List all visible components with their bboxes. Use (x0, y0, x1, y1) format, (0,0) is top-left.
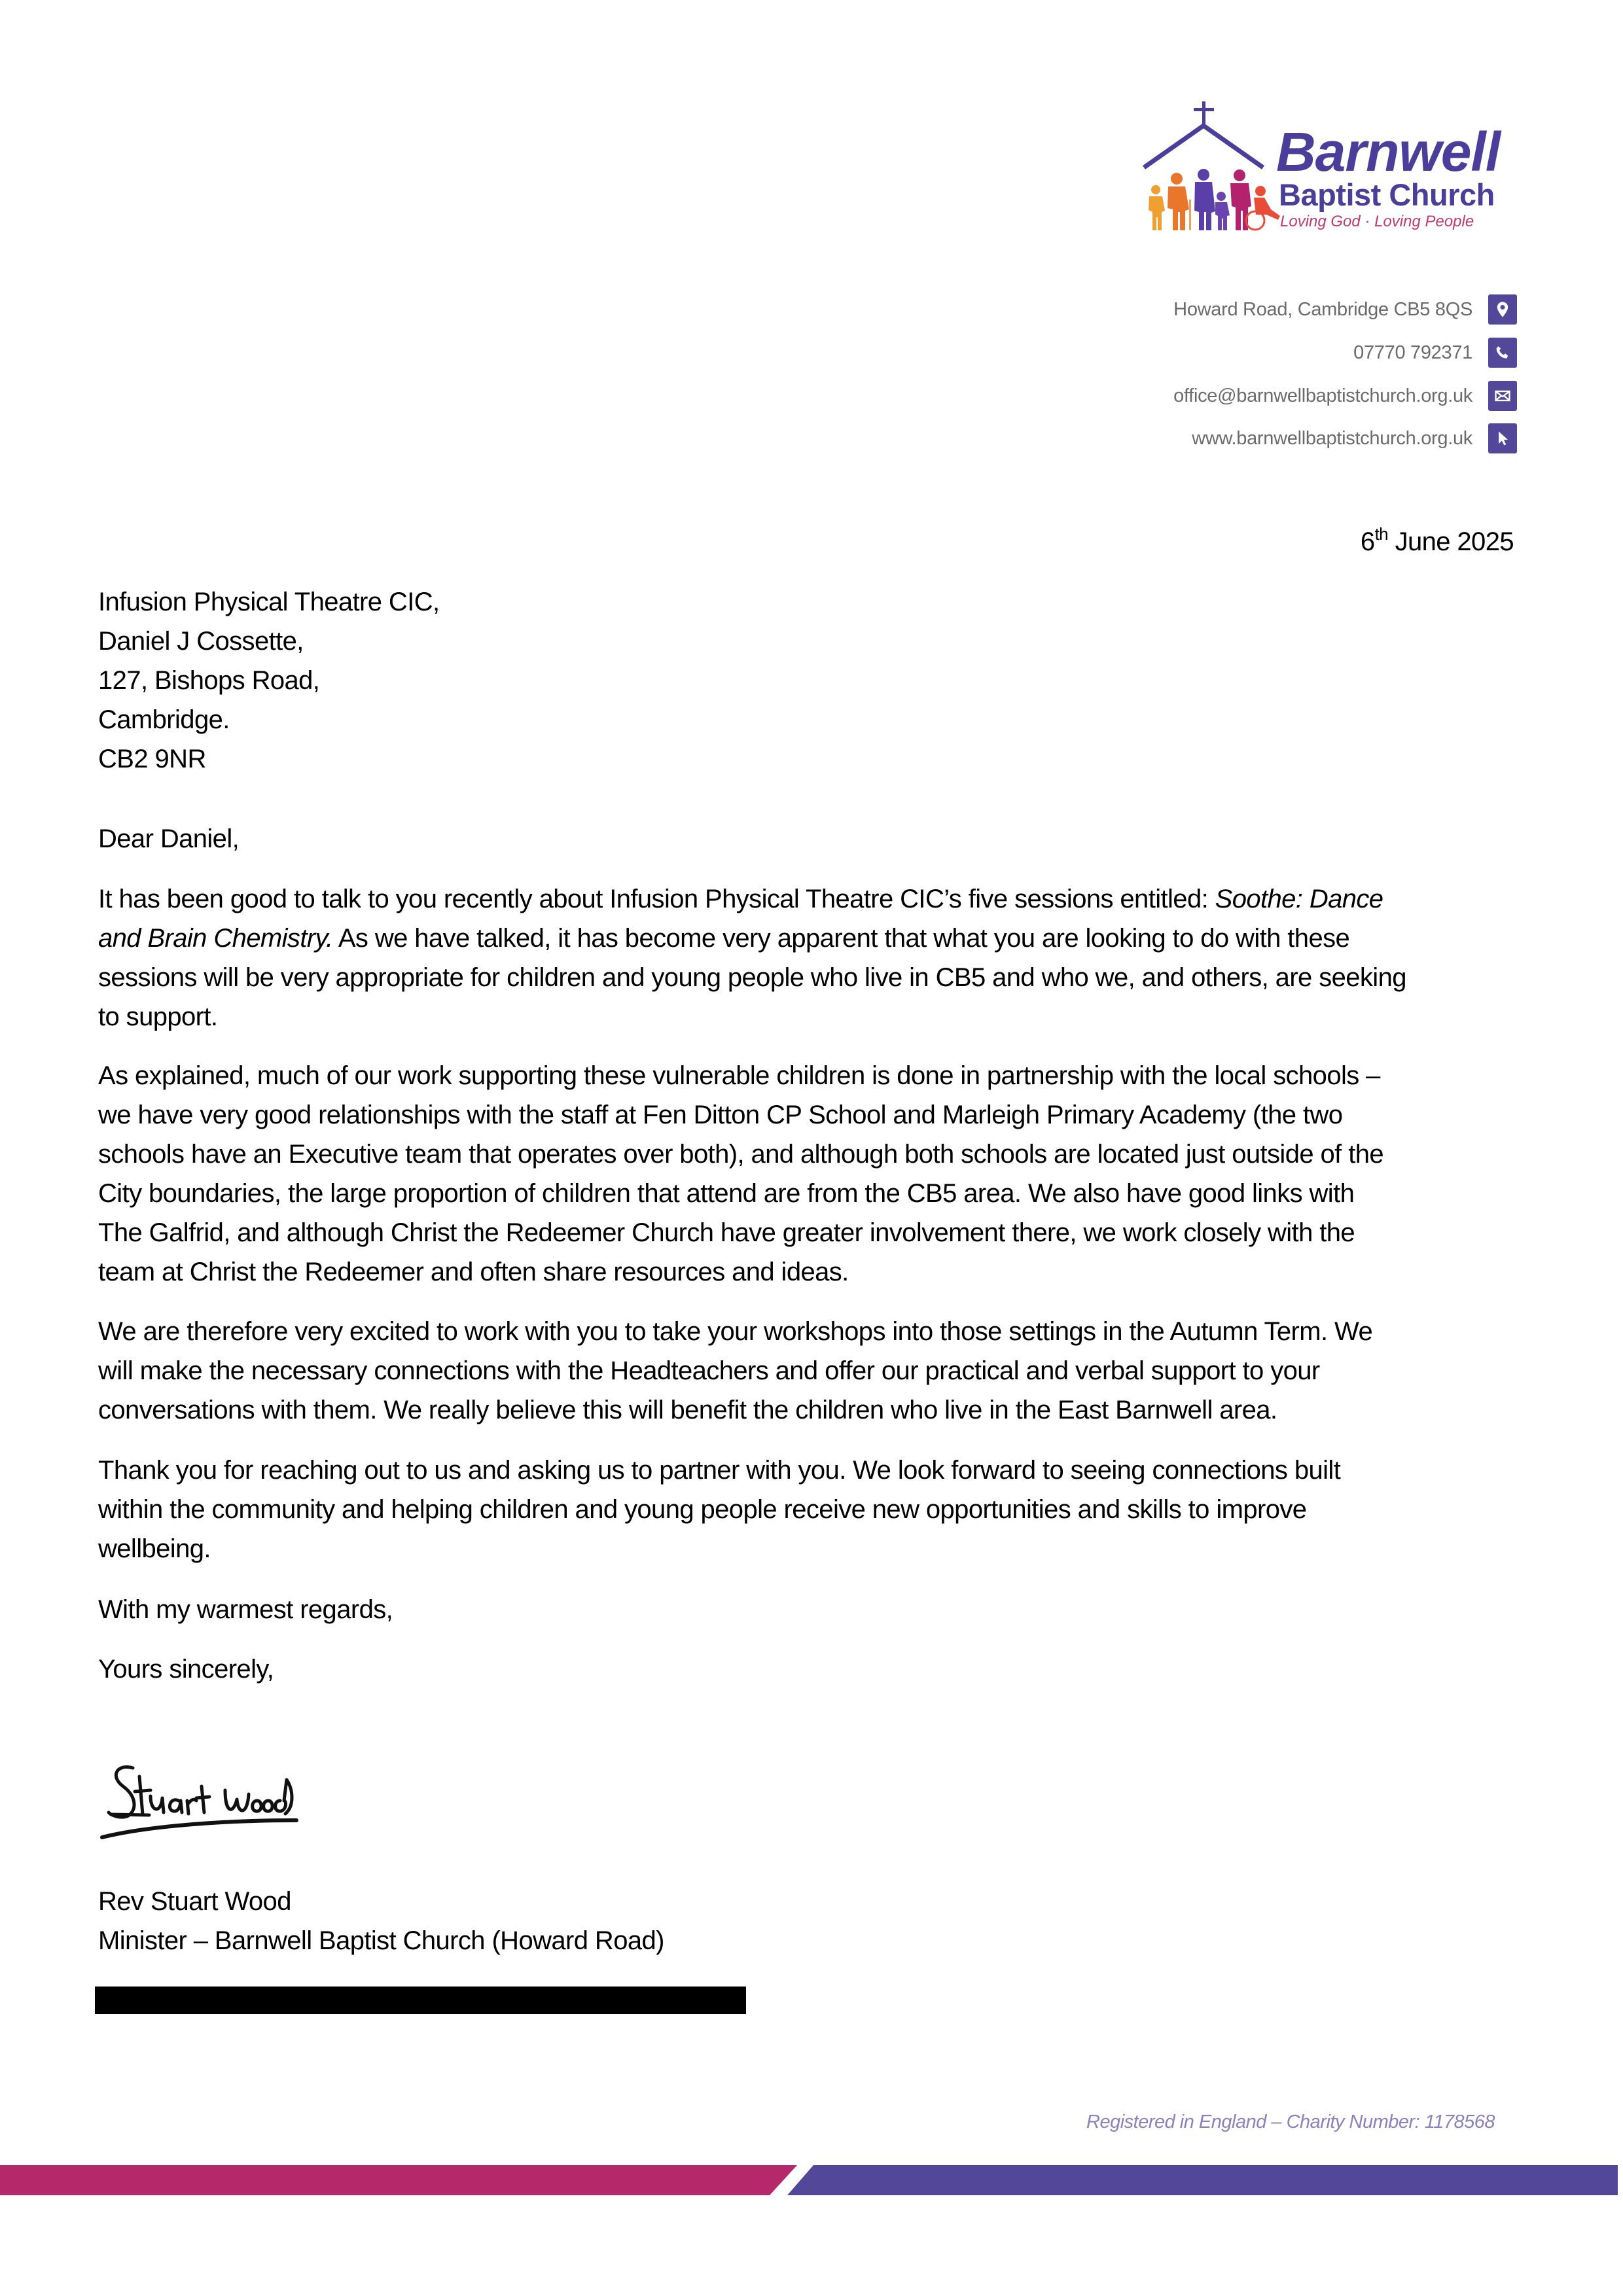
phone-text: 07770 792371 (1353, 342, 1472, 363)
recipient-address (98, 582, 440, 779)
paragraph-line: The Galfrid, and although Christ the Redeemer Church have greater involvement there, we work closely with the (98, 1218, 1355, 1247)
cursor-arrow-icon (1488, 423, 1517, 453)
contact-website (1192, 423, 1517, 453)
paragraph-line (98, 879, 1518, 919)
footer-color-bars (0, 2165, 1623, 2195)
body-paragraph-2 (98, 1056, 1518, 1292)
body-paragraph-3 (98, 1312, 1518, 1430)
text-run: As we have talked, it has become very apparent that what you are looking to do with these (332, 924, 1350, 953)
contact-email (1173, 381, 1517, 411)
church-logo (1137, 98, 1530, 236)
paragraph-line: Thank you for reaching out to us and asking us to partner with you. We look forward to seeing connections built (98, 1456, 1341, 1485)
paragraph-line: will make the necessary connections with the Headteachers and offer our practical and verbal support to your (98, 1356, 1320, 1385)
envelope-icon (1488, 381, 1517, 411)
recipient-line: Daniel J Cossette, (98, 627, 304, 656)
signatory-name: Rev Stuart Wood (98, 1887, 291, 1916)
salutation: Dear Daniel, (98, 824, 240, 853)
paragraph-line: As explained, much of our work supporting these vulnerable children is done in partnership with the local schools – (98, 1061, 1380, 1090)
body-paragraph-1 (98, 879, 1518, 1036)
footer-bar-pink (0, 2165, 797, 2195)
recipient-line: Cambridge. (98, 705, 230, 734)
body-paragraph-4 (98, 1451, 1518, 1568)
logo-name: Barnwell (1276, 121, 1501, 183)
phone-icon (1488, 338, 1517, 368)
email-text: office@barnwellbaptistchurch.org.uk (1173, 385, 1472, 406)
charity-registration-note: Registered in England – Charity Number: 1178568 (1086, 2111, 1495, 2132)
paragraph-line: conversations with them. We really believe this will benefit the children who live in the East Barnwell area. (98, 1396, 1277, 1424)
signatory-title: Minister – Barnwell Baptist Church (Howard Road) (98, 1926, 664, 1955)
church-family-logo-icon (1137, 98, 1281, 232)
paragraph-line: City boundaries, the large proportion of children that attend are from the CB5 area. We also have good links with (98, 1179, 1355, 1208)
closing-regards: With my warmest regards, (98, 1595, 393, 1624)
footer-bar-purple (787, 2165, 1618, 2195)
text-run: It has been good to talk to you recently about Infusion Physical Theatre CIC’s five sessions entitled: (98, 885, 1215, 913)
paragraph-line: to support. (98, 1002, 218, 1031)
recipient-line: Infusion Physical Theatre CIC, (98, 588, 440, 616)
session-title-italic: Soothe: Dance (1215, 885, 1383, 913)
contact-address (1173, 294, 1517, 325)
paragraph-line: schools have an Executive team that operates over both), and although both schools are located just outside of the (98, 1140, 1384, 1169)
location-pin-icon (1488, 294, 1517, 325)
recipient-line: 127, Bishops Road, (98, 666, 320, 695)
paragraph-line: we have very good relationships with the staff at Fen Ditton CP School and Marleigh Primary Academy (the two (98, 1101, 1343, 1129)
paragraph-line: within the community and helping children and young people receive new opportunities and skills to improve (98, 1495, 1307, 1524)
contact-phone (1353, 338, 1517, 368)
address-text: Howard Road, Cambridge CB5 8QS (1173, 298, 1472, 320)
paragraph-line: sessions will be very appropriate for children and young people who live in CB5 and who we, and others, are seeking (98, 963, 1406, 992)
redaction-bar (95, 1987, 746, 2014)
letter-date (1361, 522, 1514, 561)
session-title-italic: and Brain Chemistry. (98, 924, 333, 953)
date-month-year: June 2025 (1395, 527, 1514, 556)
paragraph-line: team at Christ the Redeemer and often share resources and ideas. (98, 1258, 849, 1286)
logo-tagline: Loving God · Loving People (1280, 213, 1474, 230)
paragraph-line (98, 919, 1518, 958)
website-text: www.barnwellbaptistchurch.org.uk (1192, 427, 1472, 449)
handwritten-signature-icon (97, 1760, 300, 1842)
date-day: 6 (1360, 527, 1375, 556)
recipient-line: CB2 9NR (98, 745, 206, 773)
logo-subtitle: Baptist Church (1279, 177, 1495, 212)
paragraph-line: We are therefore very excited to work with you to take your workshops into those settings in the Autumn Term. We (98, 1317, 1373, 1346)
date-suffix: th (1374, 524, 1389, 544)
paragraph-line: wellbeing. (98, 1534, 211, 1563)
closing-sincerely: Yours sincerely, (98, 1655, 274, 1684)
